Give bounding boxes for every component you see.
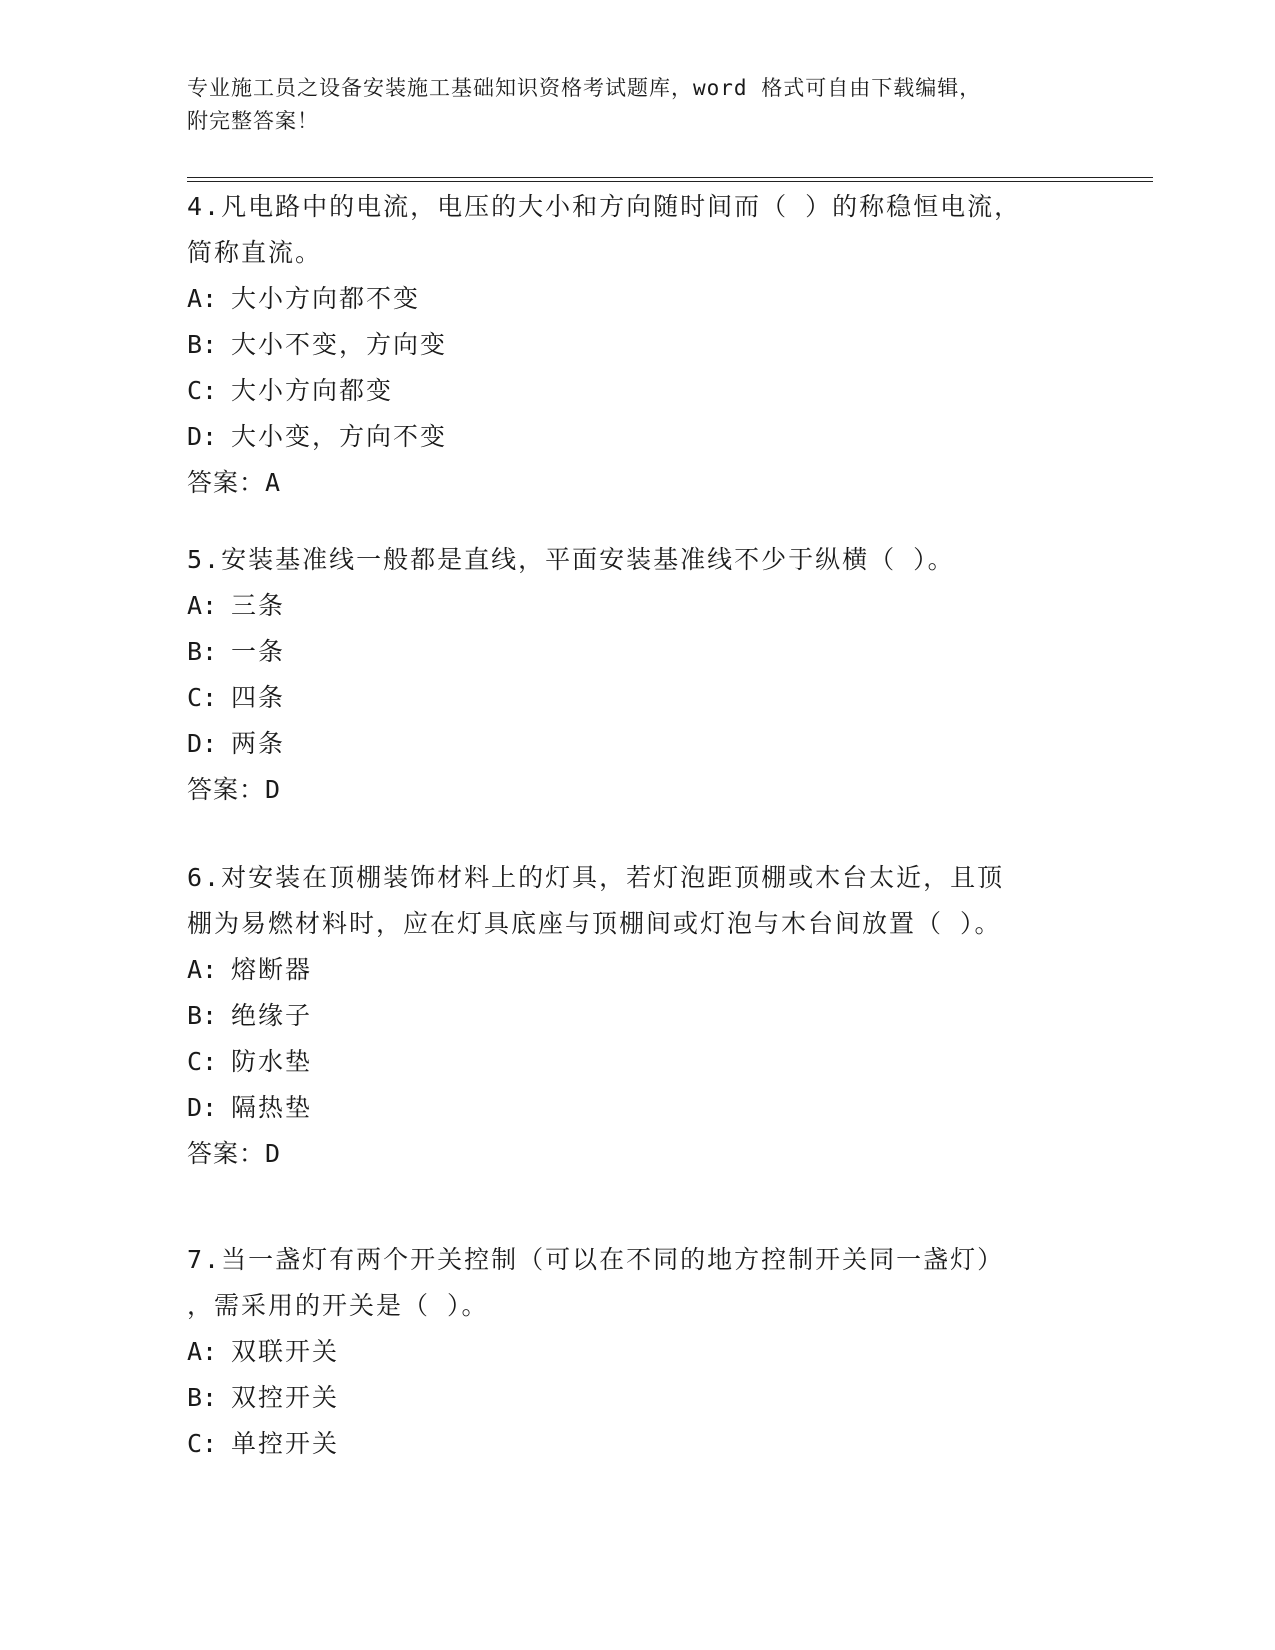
option-text: 大小变，方向不变 bbox=[231, 422, 448, 451]
option-key: C: bbox=[187, 376, 218, 405]
option-a bbox=[187, 583, 1087, 629]
option-a bbox=[187, 947, 1087, 993]
answer-label: 答案： bbox=[187, 1139, 266, 1168]
option-a bbox=[187, 1329, 1087, 1375]
option-d bbox=[187, 721, 1087, 767]
answer-line bbox=[187, 767, 1087, 813]
option-text: 大小方向都不变 bbox=[231, 284, 421, 313]
option-d bbox=[187, 414, 1087, 460]
option-d bbox=[187, 1085, 1087, 1131]
option-key: C: bbox=[187, 1047, 218, 1076]
option-key: B: bbox=[187, 637, 218, 666]
question-text-line: 简称直流。 bbox=[187, 238, 323, 267]
option-text: 绝缘子 bbox=[231, 1001, 313, 1030]
option-c bbox=[187, 1039, 1087, 1085]
option-text: 大小方向都变 bbox=[231, 376, 394, 405]
option-key: D: bbox=[187, 422, 218, 451]
question-6 bbox=[187, 855, 1087, 1177]
question-5 bbox=[187, 537, 1087, 813]
option-text: 单控开关 bbox=[231, 1429, 340, 1458]
option-key: D: bbox=[187, 1093, 218, 1122]
answer-line bbox=[187, 460, 1087, 506]
answer-value: A bbox=[265, 468, 281, 497]
question-text-line: 棚为易燃材料时，应在灯具底座与顶棚间或灯泡与木台间放置（ ）。 bbox=[187, 909, 1002, 938]
option-key: B: bbox=[187, 1001, 218, 1030]
option-c bbox=[187, 1421, 1087, 1467]
option-text: 四条 bbox=[231, 683, 286, 712]
document-header bbox=[187, 72, 1087, 138]
option-c bbox=[187, 675, 1087, 721]
header-line-1: 专业施工员之设备安装施工基础知识资格考试题库，word 格式可自由下载编辑， bbox=[187, 76, 982, 100]
option-b bbox=[187, 1375, 1087, 1421]
answer-label: 答案： bbox=[187, 775, 266, 804]
option-c bbox=[187, 368, 1087, 414]
option-b bbox=[187, 322, 1087, 368]
question-text-line: ，需采用的开关是（ ）。 bbox=[187, 1291, 489, 1320]
option-key: A: bbox=[187, 284, 218, 313]
option-key: B: bbox=[187, 1383, 218, 1412]
option-key: A: bbox=[187, 955, 218, 984]
option-text: 熔断器 bbox=[231, 955, 313, 984]
answer-value: D bbox=[265, 775, 281, 804]
question-7 bbox=[187, 1237, 1087, 1467]
option-key: A: bbox=[187, 1337, 218, 1366]
option-text: 两条 bbox=[231, 729, 286, 758]
answer-label: 答案： bbox=[187, 468, 266, 497]
answer-line bbox=[187, 1131, 1087, 1177]
option-text: 三条 bbox=[231, 591, 286, 620]
question-text-line: 7.当一盏灯有两个开关控制（可以在不同的地方控制开关同一盏灯） bbox=[187, 1245, 1005, 1274]
option-text: 隔热垫 bbox=[231, 1093, 313, 1122]
answer-value: D bbox=[265, 1139, 281, 1168]
header-divider-top bbox=[187, 177, 1153, 178]
option-text: 防水垫 bbox=[231, 1047, 313, 1076]
option-key: D: bbox=[187, 729, 218, 758]
question-4 bbox=[187, 184, 1087, 506]
option-key: C: bbox=[187, 1429, 218, 1458]
option-b bbox=[187, 993, 1087, 1039]
option-b bbox=[187, 629, 1087, 675]
header-line-2: 附完整答案！ bbox=[187, 109, 319, 133]
question-text-line: 5.安装基准线一般都是直线，平面安装基准线不少于纵横（ ）。 bbox=[187, 545, 955, 574]
option-text: 一条 bbox=[231, 637, 286, 666]
option-key: B: bbox=[187, 330, 218, 359]
question-text-line: 4.凡电路中的电流，电压的大小和方向随时间而（ ）的称稳恒电流， bbox=[187, 192, 1022, 221]
option-key: A: bbox=[187, 591, 218, 620]
option-text: 双联开关 bbox=[231, 1337, 340, 1366]
header-divider-bottom bbox=[187, 181, 1153, 182]
option-a bbox=[187, 276, 1087, 322]
question-text-line: 6.对安装在顶棚装饰材料上的灯具，若灯泡距顶棚或木台太近，且顶 bbox=[187, 863, 1005, 892]
option-text: 大小不变，方向变 bbox=[231, 330, 448, 359]
option-key: C: bbox=[187, 683, 218, 712]
option-text: 双控开关 bbox=[231, 1383, 340, 1412]
